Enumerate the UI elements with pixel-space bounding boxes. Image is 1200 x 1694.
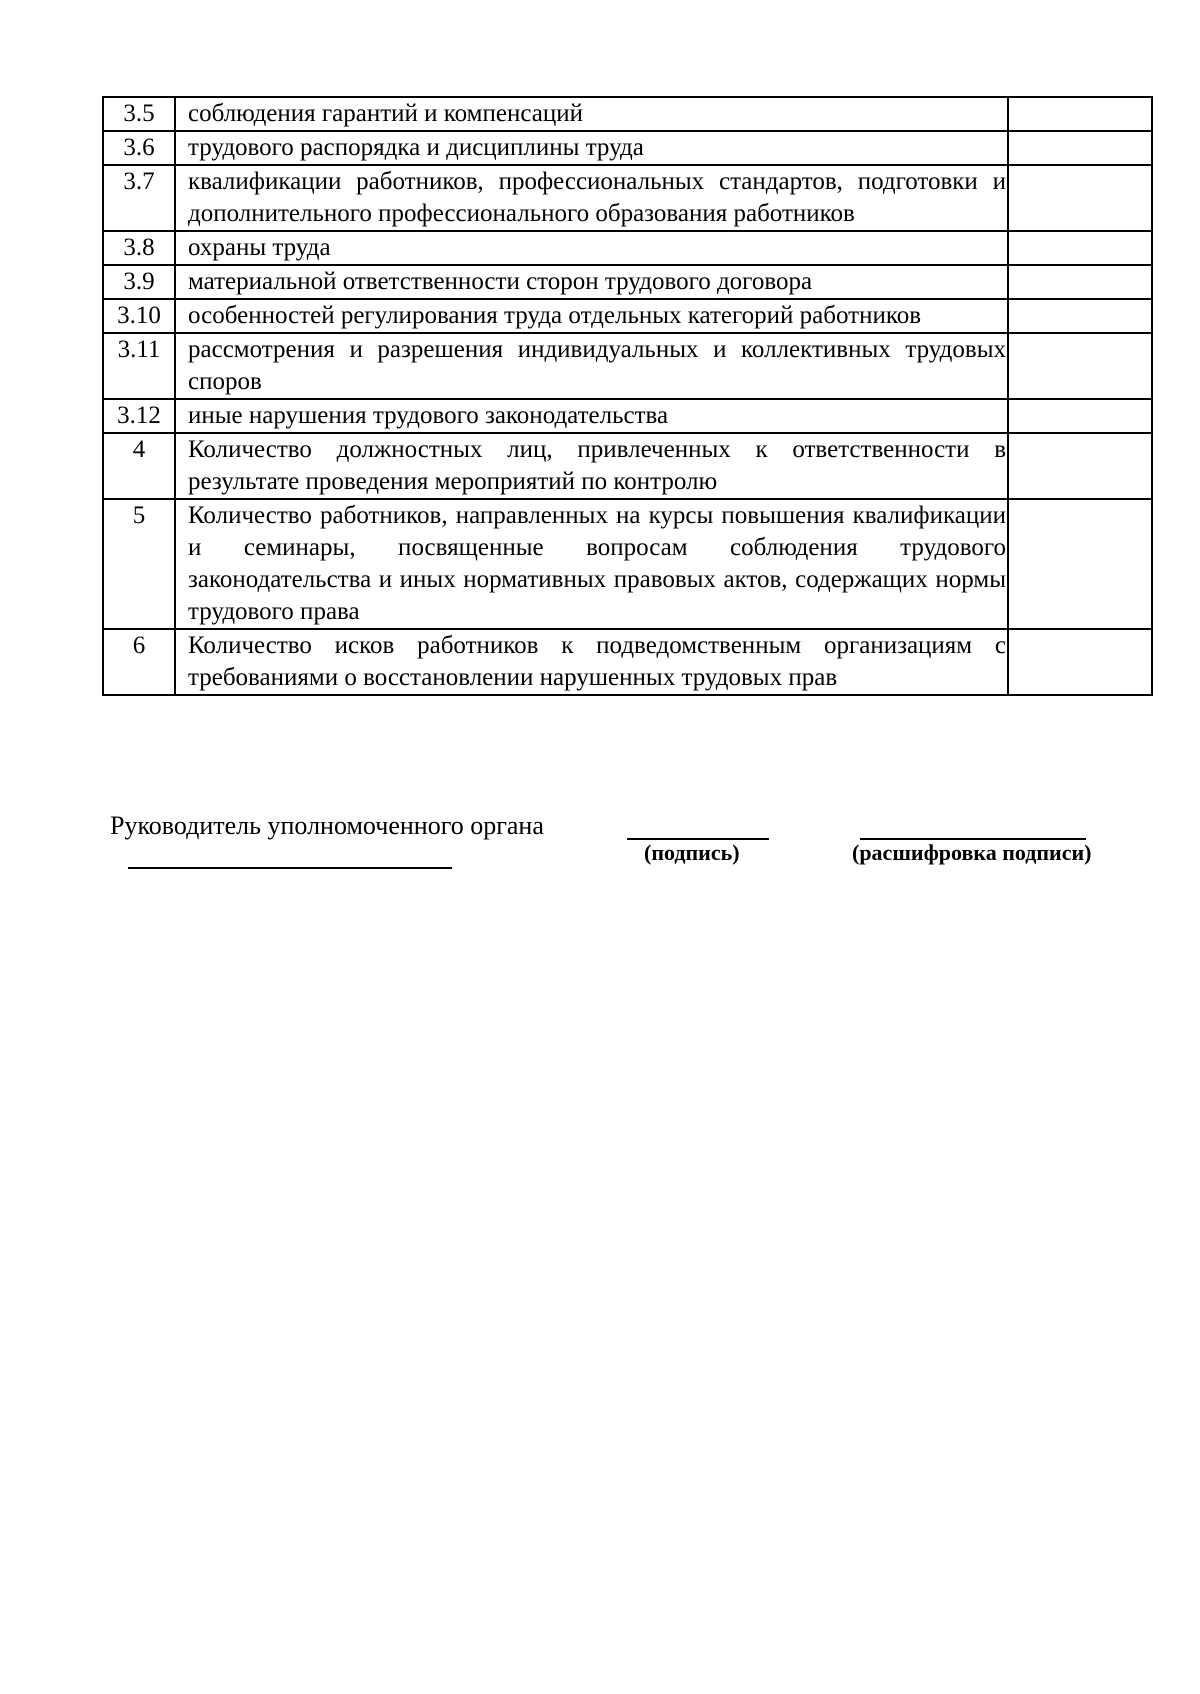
row-number: 3.8: [103, 231, 175, 265]
row-value-cell: [1008, 231, 1152, 265]
row-value-cell: [1008, 97, 1152, 131]
row-value-cell: [1008, 499, 1152, 629]
row-value-cell: [1008, 165, 1152, 231]
row-description: материальной ответственности сторон трудового договора: [175, 265, 1008, 299]
table-row: [103, 433, 1152, 499]
row-description: трудового распорядка и дисциплины труда: [175, 131, 1008, 165]
row-number: 3.11: [103, 333, 175, 399]
row-description: рассмотрения и разрешения индивидуальных и коллективных трудовых споров: [175, 333, 1008, 399]
row-number: 3.12: [103, 399, 175, 433]
row-value-cell: [1008, 131, 1152, 165]
table-row: [103, 333, 1152, 399]
report-table: [102, 96, 1153, 696]
row-number: 5: [103, 499, 175, 629]
row-description: Количество работников, направленных на курсы повышения квалификации и семинары, посвященные вопросам соблюдения трудового законодательства и иных нормативных правовых актов, содержащих нормы трудового права: [175, 499, 1008, 629]
row-description: охраны труда: [175, 231, 1008, 265]
table-row: [103, 629, 1152, 695]
row-value-cell: [1008, 333, 1152, 399]
row-number: 3.7: [103, 165, 175, 231]
row-description: особенностей регулирования труда отдельных категорий работников: [175, 299, 1008, 333]
organ-name-line: [128, 867, 452, 869]
signature-line: [627, 838, 769, 840]
signatory-title: Руководитель уполномоченного органа: [110, 811, 544, 840]
table-row: [103, 131, 1152, 165]
row-number: 3.10: [103, 299, 175, 333]
table-row: [103, 165, 1152, 231]
row-number: 6: [103, 629, 175, 695]
table-row: [103, 265, 1152, 299]
row-description: Количество должностных лиц, привлеченных к ответственности в результате проведения мероприятий по контролю: [175, 433, 1008, 499]
signature-decoding-line: [860, 838, 1086, 840]
row-value-cell: [1008, 629, 1152, 695]
table-row: [103, 231, 1152, 265]
row-value-cell: [1008, 433, 1152, 499]
row-description: квалификации работников, профессиональных стандартов, подготовки и дополнительного профессионального образования работников: [175, 165, 1008, 231]
row-number: 3.6: [103, 131, 175, 165]
row-value-cell: [1008, 265, 1152, 299]
table-row: [103, 299, 1152, 333]
row-number: 3.5: [103, 97, 175, 131]
row-value-cell: [1008, 399, 1152, 433]
row-description: Количество исков работников к подведомственным организациям с требованиями о восстановлении нарушенных трудовых прав: [175, 629, 1008, 695]
signature-caption: (подпись): [644, 840, 740, 865]
signature-decoding-caption: (расшифровка подписи): [852, 840, 1092, 865]
table-row: [103, 399, 1152, 433]
table-row: [103, 499, 1152, 629]
row-description: иные нарушения трудового законодательства: [175, 399, 1008, 433]
row-description: соблюдения гарантий и компенсаций: [175, 97, 1008, 131]
row-number: 3.9: [103, 265, 175, 299]
row-number: 4: [103, 433, 175, 499]
table-row: [103, 97, 1152, 131]
row-value-cell: [1008, 299, 1152, 333]
